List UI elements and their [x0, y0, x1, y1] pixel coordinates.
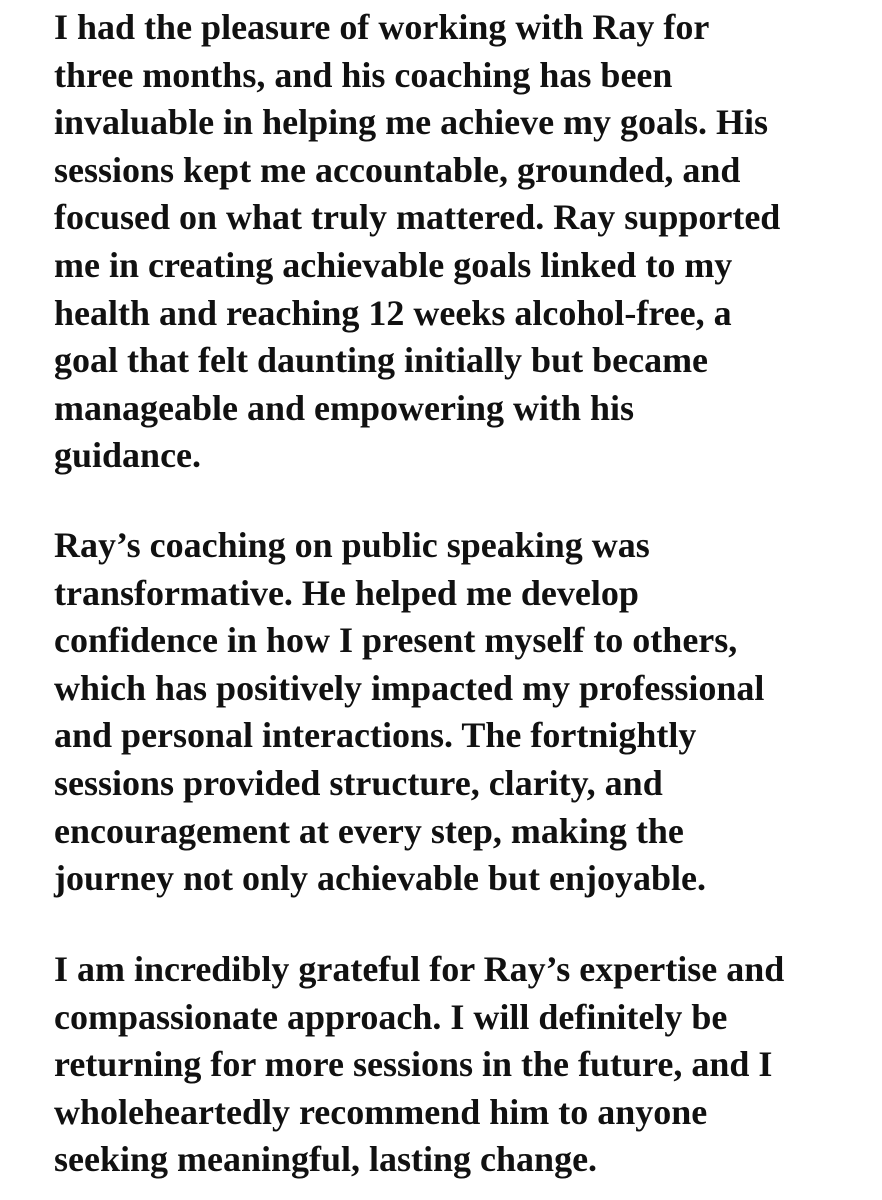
text-line: journey not only achievable but enjoyable.: [54, 858, 707, 899]
text-line: seeking meaningful, lasting change.: [54, 1139, 598, 1180]
text-line: transformative. He helped me develop: [54, 572, 639, 613]
testimonial-paragraph-3: [54, 946, 784, 1184]
text-line: health and reaching 12 weeks alcohol-free, a: [54, 292, 732, 333]
text-line: sessions provided structure, clarity, and: [54, 762, 663, 803]
text-line: compassionate approach. I will definitely be: [54, 996, 728, 1037]
text-line: Ray’s coaching on public speaking was: [54, 525, 650, 565]
text-line: goal that felt daunting initially but became: [54, 340, 709, 381]
text-line: I had the pleasure of working with Ray for: [54, 7, 710, 47]
text-line: guidance.: [54, 435, 202, 476]
text-line: encouragement at every step, making the: [54, 810, 684, 851]
text-line: returning for more sessions in the future, and I: [54, 1044, 773, 1085]
text-line: focused on what truly mattered. Ray supported: [54, 197, 781, 238]
text-line: sessions kept me accountable, grounded, and: [54, 149, 741, 190]
text-line: wholeheartedly recommend him to anyone: [54, 1091, 708, 1132]
text-line: and personal interactions. The fortnightly: [54, 715, 697, 756]
text-line: me in creating achievable goals linked to my: [54, 244, 733, 285]
testimonial-paragraph-2: [54, 522, 764, 903]
text-line: which has positively impacted my professional: [54, 667, 765, 708]
text-line: confidence in how I present myself to others,: [54, 620, 738, 661]
testimonial-paragraph-1: [54, 4, 780, 480]
text-line: invaluable in helping me achieve my goals. His: [54, 102, 769, 143]
text-line: I am incredibly grateful for Ray’s expertise and: [54, 949, 785, 989]
text-line: three months, and his coaching has been: [54, 54, 673, 95]
text-line: manageable and empowering with his: [54, 387, 635, 428]
